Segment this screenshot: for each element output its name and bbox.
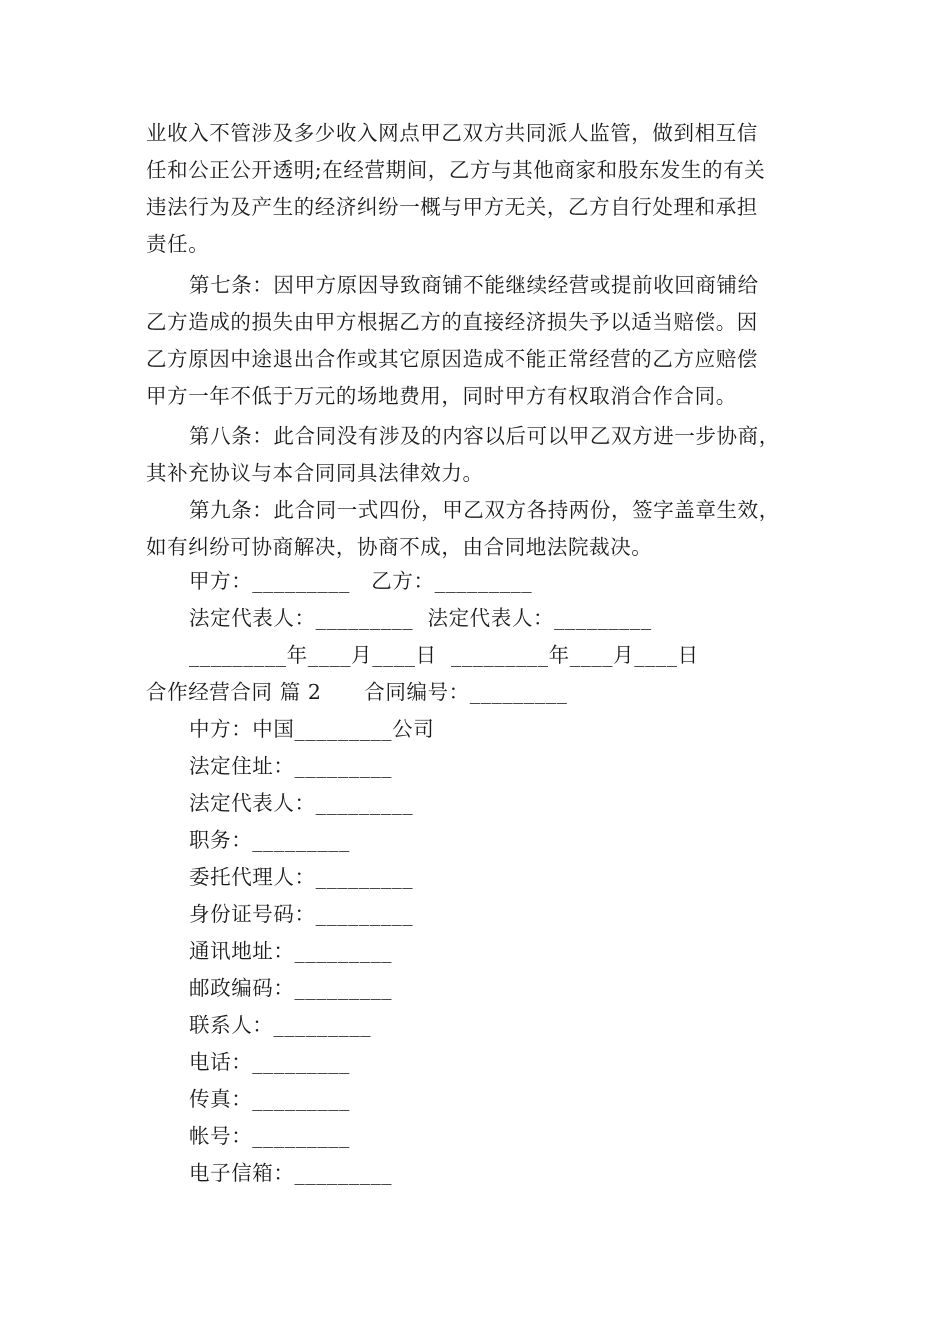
paragraph-6-line-3: 违法行为及产生的经济纠纷一概与甲方无关，乙方自行处理和承担 bbox=[146, 195, 758, 219]
field-account: 帐号：_________ bbox=[189, 1124, 350, 1148]
field-contact-person: 联系人：_________ bbox=[189, 1013, 372, 1037]
paragraph-6-line-2: 任和公正公开透明;在经营期间，乙方与其他商家和股东发生的有关 bbox=[146, 158, 766, 182]
field-id-number: 身份证号码：_________ bbox=[189, 902, 414, 926]
field-legal-address: 法定住址：_________ bbox=[189, 754, 393, 778]
article-7-line-3: 乙方原因中途退出合作或其它原因造成不能正常经营的乙方应赔偿 bbox=[146, 347, 758, 371]
article-8-line-1: 第八条：此合同没有涉及的内容以后可以甲乙双方进一步协商， bbox=[189, 424, 780, 448]
article-7-line-4: 甲方一年不低于万元的场地费用，同时甲方有权取消合作合同。 bbox=[146, 384, 737, 408]
field-fax: 传真：_________ bbox=[189, 1087, 350, 1111]
article-7-line-2: 乙方造成的损失由甲方根据乙方的直接经济损失予以适当赔偿。因 bbox=[146, 310, 758, 334]
field-mailing-address: 通讯地址：_________ bbox=[189, 939, 393, 963]
field-legal-representative: 法定代表人：_________ bbox=[189, 791, 414, 815]
field-postal-code: 邮政编码：_________ bbox=[189, 976, 393, 1000]
signature-date-line: _________年____月____日 _________年____月____日 bbox=[189, 643, 699, 667]
field-authorized-agent: 委托代理人：_________ bbox=[189, 865, 414, 889]
article-7-line-1: 第七条：因甲方原因导致商铺不能继续经营或提前收回商铺给 bbox=[189, 273, 759, 297]
paragraph-6-line-1: 业收入不管涉及多少收入网点甲乙双方共同派人监管，做到相互信 bbox=[146, 121, 758, 145]
contract-2-heading: 合作经营合同 篇 2 合同编号：_________ bbox=[146, 680, 568, 704]
article-9-line-1: 第九条：此合同一式四份，甲乙双方各持两份，签字盖章生效， bbox=[189, 498, 780, 522]
signature-party-line: 甲方：_________ 乙方：_________ bbox=[189, 569, 533, 593]
signature-representative-line: 法定代表人：_________ 法定代表人：_________ bbox=[189, 606, 652, 630]
article-8-line-2: 其补充协议与本合同同具法律效力。 bbox=[146, 461, 484, 485]
field-email: 电子信箱：_________ bbox=[189, 1161, 393, 1185]
paragraph-6-line-4: 责任。 bbox=[146, 232, 210, 256]
field-position: 职务：_________ bbox=[189, 828, 350, 852]
field-phone: 电话：_________ bbox=[189, 1050, 350, 1074]
article-9-line-2: 如有纠纷可协商解决，协商不成，由合同地法院裁决。 bbox=[146, 535, 653, 559]
field-chinese-party: 中方：中国_________公司 bbox=[189, 717, 435, 741]
